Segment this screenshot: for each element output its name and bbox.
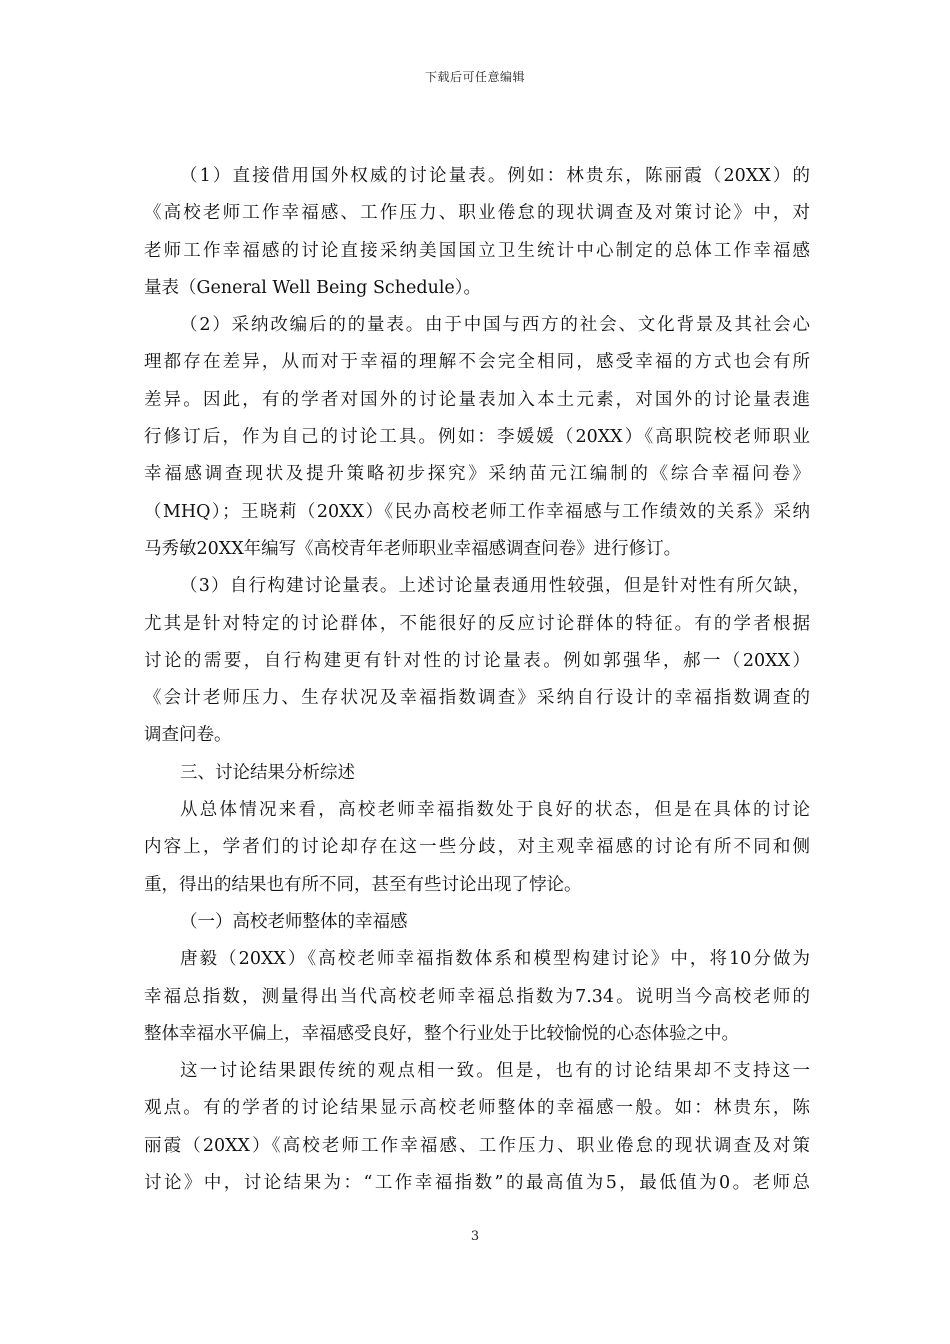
document-body <box>144 158 810 1202</box>
paragraph-line: 整体幸福水平偏上，幸福感受良好，整个行业处于比较愉悦的心态体验之中。 <box>144 1023 739 1044</box>
paragraph-line: 从总体情况来看，高校老师幸福指数处于良好的状态，但是在具体的讨论 <box>180 800 810 821</box>
paragraph-line: 老师工作幸福感的讨论直接采纳美国国立卫生统计中心制定的总体工作幸福感 <box>144 240 810 261</box>
paragraph-line: 讨论的需要，自行构建更有针对性的讨论量表。例如郭强华，郝一（20XX） <box>144 650 810 671</box>
paragraph-line: 马秀敏20XX年编写《高校青年老师职业幸福感调查问卷》进行修订。 <box>144 538 682 559</box>
section-heading: 三、讨论结果分析综述 <box>180 762 355 783</box>
paragraph-line: 调查问卷。 <box>144 725 232 746</box>
paragraph-line: 幸福总指数，测量得出当代高校老师幸福总指数为7.34。说明当今高校老师的 <box>144 986 810 1007</box>
paragraph-line: 理都存在差异，从而对于幸福的理解不会完全相同，感受幸福的方式也会有所 <box>144 352 810 373</box>
paragraph-line: 讨论》中，讨论结果为：“工作幸福指数”的最高值为5，最低值为0。老师总 <box>144 1173 810 1194</box>
paragraph-line: （1）直接借用国外权威的讨论量表。例如：林贵东，陈丽霞（20XX）的 <box>180 166 810 186</box>
subsection-heading: （一）高校老师整体的幸福感 <box>180 911 408 932</box>
paragraph-line: 尤其是针对特定的讨论群体，不能很好的反应讨论群体的特征。有的学者根据 <box>144 613 810 634</box>
paragraph-line: 行修订后，作为自己的讨论工具。例如：李媛媛（20XX）《高职院校老师职业 <box>144 427 810 448</box>
paragraph-line: 《会计老师压力、生存状况及幸福指数调查》采纳自行设计的幸福指数调查的 <box>144 688 810 709</box>
paragraph-line: 内容上，学者们的讨论却存在这一些分歧，对主观幸福感的讨论有所不同和侧 <box>144 837 810 858</box>
paragraph-line: 量表（General Well Being Schedule）。 <box>144 277 482 298</box>
paragraph-line: （3）自行构建讨论量表。上述讨论量表通用性较强，但是针对性有所欠缺， <box>180 576 810 597</box>
paragraph-line: 唐毅（20XX）《高校老师幸福指数体系和模型构建讨论》中，将10分做为 <box>180 949 810 970</box>
page-number: 3 <box>470 1229 480 1244</box>
paragraph-line: 观点。有的学者的讨论结果显示高校老师整体的幸福感一般。如：林贵东，陈 <box>144 1098 810 1119</box>
paragraph-line: 《高校老师工作幸福感、工作压力、职业倦怠的现状调查及对策讨论》中，对 <box>144 203 810 224</box>
page-header: 下载后可任意编辑 <box>424 70 525 84</box>
paragraph-line: （MHQ）；王晓莉（20XX）《民办高校老师工作幸福感与工作绩效的关系》采纳 <box>144 501 810 522</box>
paragraph-line: （2）采纳改编后的的量表。由于中国与西方的社会、文化背景及其社会心 <box>180 315 810 336</box>
paragraph-line: 重，得出的结果也有所不同，甚至有些讨论出现了悖论。 <box>144 874 582 895</box>
paragraph-line: 这一讨论结果跟传统的观点相一致。但是，也有的讨论结果却不支持这一 <box>180 1061 810 1082</box>
paragraph-line: 差异。因此，有的学者对国外的讨论量表加入本土元素，对国外的讨论量表進 <box>144 389 810 410</box>
paragraph-line: 丽霞（20XX）《高校老师工作幸福感、工作压力、职业倦怠的现状调查及对策 <box>144 1135 810 1156</box>
paragraph-line: 幸福感调查现状及提升策略初步探究》采纳苗元江编制的《综合幸福问卷》 <box>144 464 810 485</box>
